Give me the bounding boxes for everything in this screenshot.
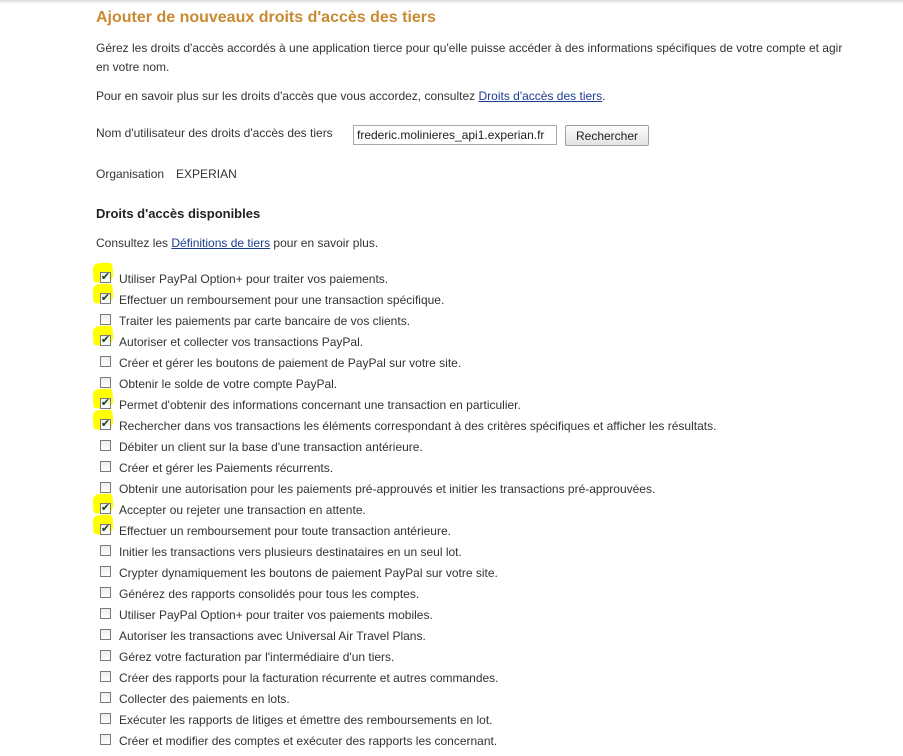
permission-label: Rechercher dans vos transactions les éléments correspondant à des critères spécifiques et afficher les résultats. — [119, 418, 717, 433]
permission-checkbox[interactable] — [100, 608, 111, 619]
permission-checkbox[interactable] — [100, 650, 111, 661]
permission-item — [96, 562, 716, 583]
checkmark-icon: ✔ — [100, 502, 111, 514]
permission-label: Autoriser les transactions avec Universal Air Travel Plans. — [119, 628, 426, 643]
permission-checkbox[interactable] — [100, 461, 111, 472]
permission-item — [96, 394, 716, 415]
permission-label: Autoriser et collecter vos transactions PayPal. — [119, 334, 364, 349]
permission-checkbox[interactable] — [100, 503, 111, 514]
consult-definitions-text — [96, 236, 378, 250]
permission-label: Obtenir le solde de votre compte PayPal. — [119, 376, 338, 391]
search-button[interactable]: Rechercher — [565, 125, 649, 146]
permission-item — [96, 436, 716, 457]
permission-item — [96, 331, 716, 352]
permission-checkbox[interactable] — [100, 398, 111, 409]
permission-item — [96, 625, 716, 646]
checkmark-icon: ✔ — [100, 271, 111, 283]
checkmark-icon: ✔ — [100, 397, 111, 409]
permission-label: Permet d'obtenir des informations concernant une transaction en particulier. — [119, 397, 521, 412]
consult-suffix: pour en savoir plus. — [270, 236, 379, 250]
top-divider — [0, 0, 903, 3]
learn-more-suffix: . — [602, 89, 606, 103]
permission-item — [96, 604, 716, 625]
permission-checkbox[interactable] — [100, 356, 111, 367]
permission-checkbox[interactable] — [100, 293, 111, 304]
learn-more-text — [96, 89, 606, 103]
permission-item — [96, 415, 716, 436]
permission-label: Collecter des paiements en lots. — [119, 691, 290, 706]
permission-item — [96, 373, 716, 394]
permission-checkbox[interactable] — [100, 713, 111, 724]
organisation-label: Organisation — [96, 167, 165, 181]
permission-label: Accepter ou rejeter une transaction en attente. — [119, 502, 366, 517]
available-permissions-heading: Droits d'accès disponibles — [96, 206, 261, 221]
permission-label: Initier les transactions vers plusieurs destinataires en un seul lot. — [119, 544, 462, 559]
permission-label: Créer et modifier des comptes et exécuter des rapports les concernant. — [119, 733, 498, 748]
permission-checkbox[interactable] — [100, 272, 111, 283]
permission-label: Crypter dynamiquement les boutons de paiement PayPal sur votre site. — [119, 565, 498, 580]
checkmark-icon: ✔ — [100, 523, 111, 535]
permission-label: Générez des rapports consolidés pour tous les comptes. — [119, 586, 420, 601]
permission-label: Utiliser PayPal Option+ pour traiter vos paiements. — [119, 271, 389, 286]
permission-checkbox[interactable] — [100, 566, 111, 577]
permission-item — [96, 310, 716, 331]
permission-checkbox[interactable] — [100, 629, 111, 640]
consult-prefix: Consultez les — [96, 236, 172, 250]
permission-checkbox[interactable] — [100, 671, 111, 682]
permission-checkbox[interactable] — [100, 335, 111, 346]
permission-item — [96, 541, 716, 562]
checkmark-icon: ✔ — [100, 292, 111, 304]
permission-checkbox[interactable] — [100, 545, 111, 556]
permission-label: Créer des rapports pour la facturation récurrente et autres commandes. — [119, 670, 499, 685]
intro-text: Gérez les droits d'accès accordés à une application tierce pour qu'elle puisse accéder à des informations spécifiques de votre compte et agir en votre nom. — [96, 41, 843, 74]
permission-checkbox[interactable] — [100, 314, 111, 325]
username-label: Nom d'utilisateur des droits d'accès des tiers — [96, 126, 333, 140]
permission-item — [96, 268, 716, 289]
third-party-definitions-link[interactable]: Définitions de tiers — [171, 236, 271, 250]
permission-checkbox[interactable] — [100, 524, 111, 535]
permission-item — [96, 688, 716, 709]
permission-item — [96, 289, 716, 310]
checkmark-icon: ✔ — [100, 334, 111, 346]
permission-checkbox[interactable] — [100, 692, 111, 703]
permission-item — [96, 730, 716, 751]
permission-label: Obtenir une autorisation pour les paiements pré-approuvés et initier les transactions pré-approuvées. — [119, 481, 656, 496]
permission-label: Créer et gérer les boutons de paiement de PayPal sur votre site. — [119, 355, 462, 370]
permission-checkbox[interactable] — [100, 440, 111, 451]
permission-item — [96, 646, 716, 667]
permission-checkbox[interactable] — [100, 377, 111, 388]
permission-label: Effectuer un remboursement pour toute transaction antérieure. — [119, 523, 451, 538]
permission-item — [96, 478, 716, 499]
permission-checkbox[interactable] — [100, 482, 111, 493]
permission-label: Gérez votre facturation par l'intermédiaire d'un tiers. — [119, 649, 395, 664]
page-title: Ajouter de nouveaux droits d'accès des tiers — [96, 9, 436, 26]
learn-more-prefix: Pour en savoir plus sur les droits d'accès que vous accordez, consultez — [96, 89, 479, 103]
permission-item — [96, 709, 716, 730]
permission-checkbox[interactable] — [100, 419, 111, 430]
permission-checkbox[interactable] — [100, 734, 111, 745]
permission-item — [96, 667, 716, 688]
organisation-value: EXPERIAN — [176, 167, 237, 181]
permission-label: Utiliser PayPal Option+ pour traiter vos paiements mobiles. — [119, 607, 433, 622]
permission-label: Créer et gérer les Paiements récurrents. — [119, 460, 334, 475]
permission-checkbox[interactable] — [100, 587, 111, 598]
permission-label: Effectuer un remboursement pour une transaction spécifique. — [119, 292, 445, 307]
third-party-permissions-link[interactable]: Droits d'accès des tiers — [478, 89, 603, 103]
permissions-list — [96, 268, 716, 751]
permission-item — [96, 457, 716, 478]
permission-item — [96, 583, 716, 604]
organisation-row — [96, 167, 237, 181]
permission-label: Traiter les paiements par carte bancaire de vos clients. — [119, 313, 411, 328]
permission-label: Exécuter les rapports de litiges et émettre des remboursements en lot. — [119, 712, 493, 727]
permission-item — [96, 352, 716, 373]
permission-item — [96, 520, 716, 541]
permission-item — [96, 499, 716, 520]
checkmark-icon: ✔ — [100, 418, 111, 430]
username-input[interactable] — [353, 125, 557, 145]
permission-label: Débiter un client sur la base d'une transaction antérieure. — [119, 439, 423, 454]
